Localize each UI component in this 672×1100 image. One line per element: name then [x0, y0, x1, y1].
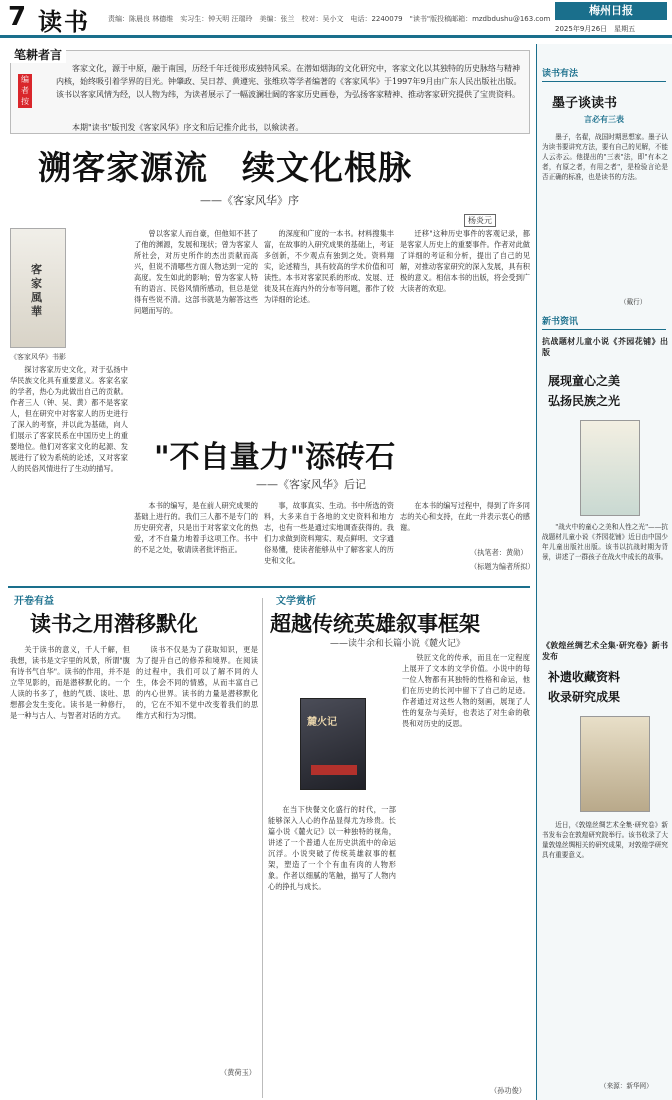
article4-signature: （孙功俊） — [490, 1086, 526, 1095]
sidebar-section3-headline1: 补遗收藏资料 — [548, 670, 621, 684]
article3-column-2: 读书不仅是为了获取知识，更是为了提升自己的修养和境界。在阅读的过程中，我们可以了解不同的人生，体会不同的情感，从而丰富自己的内心世界。读书的力量是潜移默化的，它在不知不觉中改变着我们的思维方式和行为习惯。 — [136, 645, 258, 720]
sidebar-section1-title: 墨子谈读书 — [552, 96, 618, 111]
article1-column-4: 迁移"这种历史事件的客观记录，都是客家人历史上的重要事件。作者对此做了详细的考证和分析，提出了自己的见解，对推动客家研究的深入发展，具有积极的意义。相信本书的出版，将会受到广大读者的欢迎。 — [400, 229, 530, 293]
masthead — [0, 0, 672, 38]
sidebar-section1-subtitle: 言必有三表 — [584, 114, 624, 124]
book-cover-title: 客家風華 — [31, 263, 42, 318]
sidebar-section3-text: 近日，《敦煌丝绸艺术全集·研究卷》新书发布会在敦煌研究院举行。该书收录了大量敦煌丝绸相关的研究成果，对敦煌学研究具有重要意义。 — [542, 821, 668, 859]
article4-column-1: 在当下快餐文化盛行的时代，一部能够深入人心的作品显得尤为珍贵。长篇小说《麓火记》以一种独特的视角，讲述了一个普通人在历史洪流中的命运沉浮。小说突破了传统英雄叙事的框架，塑造了一个个有血有肉的人物形象。作者以细腻的笔触，描写了人物内心的挣扎与成长。 — [268, 805, 396, 891]
column-rule — [262, 598, 263, 1098]
article4-subline: ——读牛余和长篇小说《麓火记》 — [330, 639, 466, 649]
paper-logo: 梅州日报 — [555, 2, 667, 20]
article1-byline: 杨炎元 — [464, 214, 496, 227]
article2-column-3: 在本书的编写过程中，得到了许多同志的关心和支持，在此一并表示衷心的感谢。 — [400, 501, 530, 532]
article1-column-3: 的深度和广度的一本书。材料搜集丰富，在故事的入研究成果的基础上，考证多创新，不少观点有独到之处。资料翔实，论述精当，具有较高的学术价值和可读性。本书对客家民系的形成、发展、迁徙及其在海内外的分布等问题，都作了较为详细的论述。 — [264, 229, 394, 304]
sidebar-book-cover-1 — [580, 420, 640, 516]
article4-column-2: 铁匠文化的传承，而且在一定程度上展开了文本的文学价值。小说中的每一位人物都有其独特的性格和命运，他们在历史的长河中留下了自己的足迹。作者通过对这些人物的刻画，展现了人性的复杂与美好，也表达了对生命的敬畏和对历史的反思。 — [402, 653, 530, 728]
editor-note-footnote: 本期"读书"版刊发《客家风华》序文和后记推介此书，以飨读者。 — [72, 123, 304, 132]
sidebar-section2-headline1: 展现童心之美 — [548, 374, 621, 388]
article4-tag: 文学赏析 — [276, 596, 316, 607]
sidebar-book-cover-2 — [580, 716, 650, 812]
article2-signature: （执笔者：黄勋） — [470, 548, 528, 557]
novel-cover-image — [300, 698, 366, 790]
article2-column-1: 本书的编写，是在前人研究成果的基础上进行的。我们三人都不是专门的历史研究者，只是出于对客家文化的热爱，才不自量力地着手这项工作。书中的不足之处，敬请读者批评指正。 — [134, 501, 258, 554]
article1-column-2: 曾以客家人而自豪，但他知不甚了了他的渊源，发展和现状；曾为客家人所社会，对历史所作的杰出贡献而高兴，但说不清哪些方面人物达到一定的高度。发生如此的影响；曾为客家人特有的语言、民俗风情所感动，但总是觉得有些说不清。这部书就是为解答这些问题而写的。 — [134, 229, 258, 315]
preface-tag: 笔耕者言 — [10, 46, 66, 63]
article4-headline: 超越传统英雄叙事框架 — [270, 612, 480, 636]
novel-cover-title: 麓火记 — [307, 717, 337, 728]
article1-headline: 溯客家源流 续文化根脉 — [38, 148, 412, 187]
sidebar-section2-headline2: 弘扬民族之光 — [548, 394, 621, 408]
section-divider — [8, 586, 530, 588]
editor-credits: 责编：陈晨良 林德维 实习生：钟天明 汪瑞玲 美编：张兰 校对：吴小文 电话：2240079 "读书"版投稿邮箱：mzdbdushu@163.com — [108, 15, 551, 23]
book-cover-caption: 《客家风华》书影 — [10, 353, 66, 361]
article3-signature: （黄荷玉） — [220, 1068, 256, 1077]
section-title: 读书 — [38, 8, 90, 36]
article2-title-note: （标题为编者所拟） — [470, 562, 535, 571]
sidebar-section2-header: 新书资讯 — [542, 314, 666, 330]
sidebar-section3-title: 《敦煌丝绸艺术全集·研究卷》新书发布 — [542, 640, 668, 661]
article2-headline: "不自量力"添砖石 — [154, 440, 396, 475]
novel-cover-stripe — [311, 765, 357, 775]
article2-column-2: 事，故事真实、生动。书中所选的资料，大多来自于各地的文史资料和地方志，也有一些是通过实地调查获得的。我们力求做到资料翔实、观点鲜明、文字通俗易懂，使读者能够从中了解客家人的历史和文化。 — [264, 501, 394, 565]
article3-tag: 开卷有益 — [14, 596, 54, 607]
sidebar-section1-text: 墨子，名翟，战国时期思想家。墨子认为读书要讲究方法，要有自己的见解，不能人云亦云。他提出的"三表"法，即"有本之者，有原之者，有用之者"，是检验言论是否正确的标准，也是读书的方法。 — [542, 133, 668, 181]
editor-note-text: 客家文化，源于中原，融于南国，历经千年迁徙形成独特风采。在潜如烟海的文化研究中，客家文化以其独特的历史脉络与精神内核，始终吸引着学界的目光。钟肇政、吴日荐、黄遵宪、张维玖等学者编著的《客家风华》于1997年9月由广东人民出版社出版。该书以客家风情为经，以人物为纬，为读者展示了一幅波澜壮阔的客家历史画卷，为弘扬客家精神、推动客家研究提供了宝贵资料。 — [56, 64, 522, 99]
sidebar-section1-header: 读书有法 — [542, 66, 666, 82]
sidebar-section3-headline2: 收录研究成果 — [548, 690, 621, 704]
issue-date: 2025年9月26日 星期五 — [555, 25, 636, 33]
page-number: 7 — [8, 2, 27, 32]
editor-note-stamp: 编者按 — [18, 74, 32, 108]
sidebar-section2-title: 抗战题材儿童小说《芥园花铺》出版 — [542, 336, 668, 357]
article3-column-1: 关于读书的意义，千人千解，但我想，读书是文字里的风景，所谓"腹有诗书气自华"。读书的作用，并不是立竿见影的，而是潜移默化的。一个人读的书多了，他的气质、谈吐、思想都会发生变化。读书是一种修行，是一种与古人、与智者对话的方式。 — [10, 645, 130, 720]
book-cover-image — [10, 228, 66, 348]
article3-headline: 读书之用潜移默化 — [30, 612, 198, 636]
sidebar-section2-text: "战火中的童心之美和人性之光"——抗战题材儿童小说《芥园花铺》近日由中国少年儿童出版社出版。该书以抗战时期为背景，讲述了一群孩子在战火中成长的故事。 — [542, 523, 668, 561]
article2-subline: ——《客家风华》后记 — [256, 478, 366, 491]
sidebar-section3-signature: （来源：新华网） — [600, 1082, 653, 1090]
article1-subline: ——《客家风华》序 — [200, 194, 299, 207]
article1-column-1: 探讨客家历史文化，对于弘扬中华民族文化具有重要意义。客家名家的学者，热心为此做出自己的贡献。作者三人（钟、吴、黄）都不是客家人，但在研究中对客家人的历史进行了深入的考察，并以此为基础，向人们展示了客家民系在中国历史上的重要地位。他们对客家文化的起源、发展进行了较为系统的论述，又对客家人的民俗风情进行了生动的描写。 — [10, 365, 128, 473]
sidebar-section1-signature: （戴行） — [620, 298, 647, 306]
